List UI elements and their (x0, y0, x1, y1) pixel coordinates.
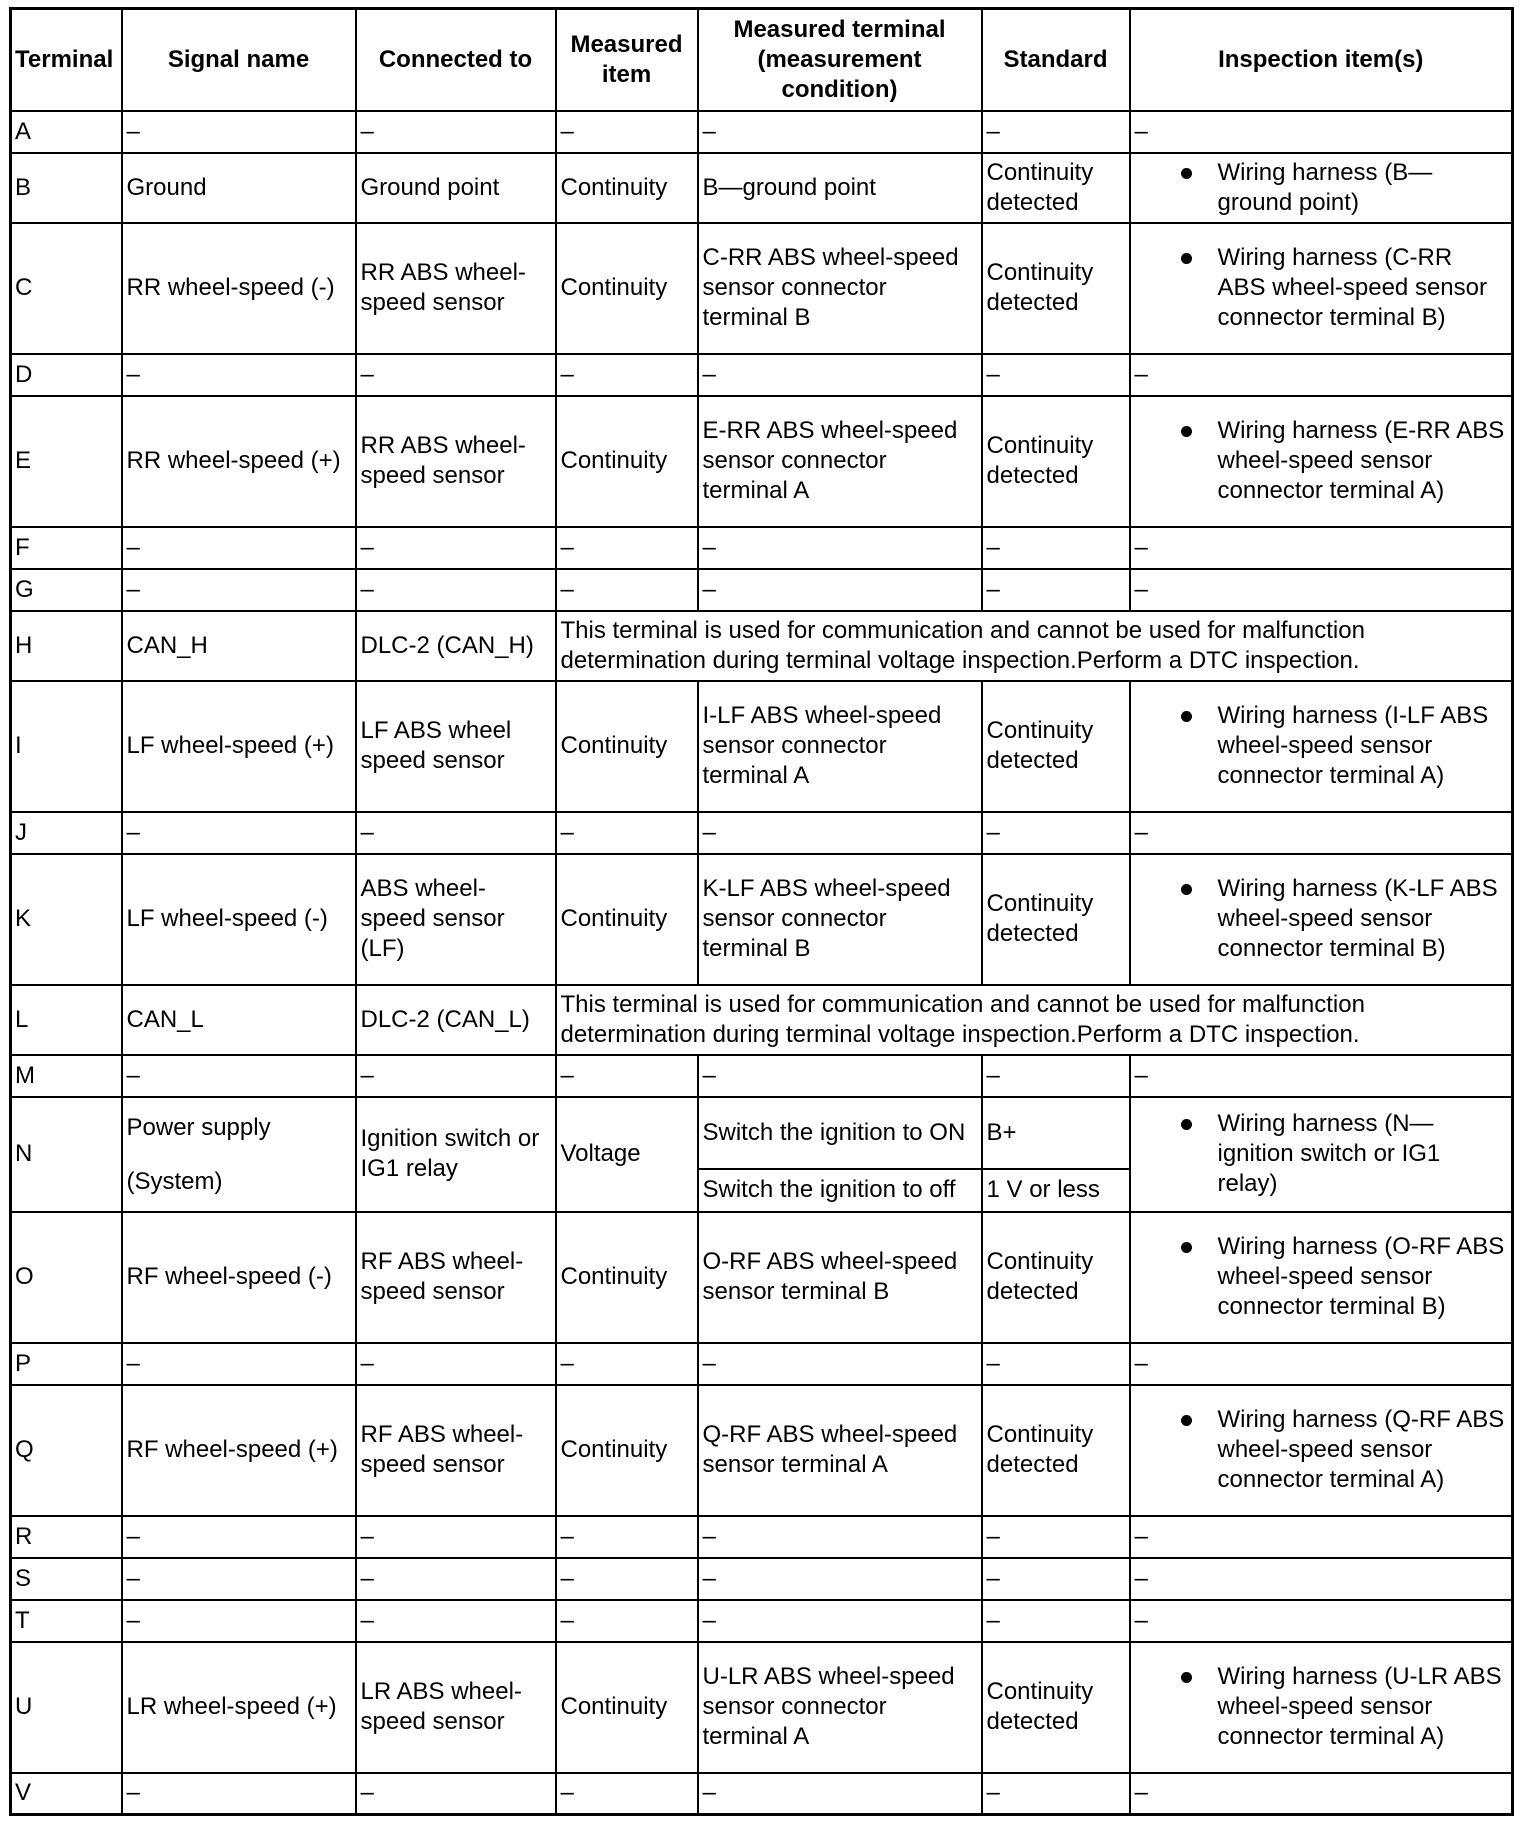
mterm-cell: – (698, 812, 982, 854)
header-inspection-items: Inspection item(s) (1130, 9, 1513, 111)
signal-cell: Ground (122, 153, 356, 223)
mterm-cell: O-RF ABS wheel-speed sensor terminal B (698, 1212, 982, 1343)
inspection-cell (1130, 1642, 1513, 1773)
table-row (11, 1642, 1513, 1773)
connected-cell: – (356, 1055, 556, 1097)
connected-cell: – (356, 1343, 556, 1385)
measured-cell: – (556, 1773, 698, 1815)
inspection-cell (1130, 396, 1513, 527)
table-row (11, 1516, 1513, 1558)
bullet-icon (1181, 884, 1192, 895)
table-header-row (11, 9, 1513, 111)
mterm-cell: – (698, 569, 982, 611)
connected-cell: – (356, 1600, 556, 1642)
inspection-cell: – (1130, 569, 1513, 611)
inspection-cell: – (1130, 1055, 1513, 1097)
standard-cell: – (982, 354, 1130, 396)
connected-cell: LR ABS wheel-speed sensor (356, 1642, 556, 1773)
measured-cell: – (556, 527, 698, 569)
inspection-cell: – (1130, 527, 1513, 569)
inspection-cell: – (1130, 812, 1513, 854)
bullet-icon (1181, 168, 1192, 179)
connected-cell: RR ABS wheel-speed sensor (356, 223, 556, 354)
standard-cell: Continuity detected (982, 1385, 1130, 1516)
connected-cell: – (356, 812, 556, 854)
inspection-cell (1130, 153, 1513, 223)
inspection-cell (1130, 1212, 1513, 1343)
measured-cell: – (556, 812, 698, 854)
table-row (11, 396, 1513, 527)
standard-cell: Continuity detected (982, 1642, 1130, 1773)
inspection-cell: – (1130, 1600, 1513, 1642)
inspection-cell (1130, 223, 1513, 354)
bullet-icon (1181, 426, 1192, 437)
standard-cell: Continuity detected (982, 1212, 1130, 1343)
table-row (11, 1343, 1513, 1385)
table-row (11, 854, 1513, 985)
standard-cell: Continuity detected (982, 854, 1130, 985)
terminal-cell: I (11, 681, 122, 812)
communication-note: This terminal is used for communication and cannot be used for malfunction determination during terminal voltage inspection.Perform a DTC inspection. (556, 985, 1513, 1055)
bullet-icon (1181, 711, 1192, 722)
measured-cell: – (556, 1516, 698, 1558)
mterm-cell: B—ground point (698, 153, 982, 223)
standard-cell: – (982, 1558, 1130, 1600)
standard-cell: Continuity detected (982, 681, 1130, 812)
standard-cell: Continuity detected (982, 153, 1130, 223)
mterm-cell: Switch the ignition to ON (698, 1097, 982, 1169)
mterm-cell: – (698, 354, 982, 396)
table-row (11, 569, 1513, 611)
inspection-text: Wiring harness (B—ground point) (1217, 158, 1433, 216)
table-row (11, 1212, 1513, 1343)
standard-cell: 1 V or less (982, 1169, 1130, 1212)
terminal-cell: R (11, 1516, 122, 1558)
mterm-cell: C-RR ABS wheel-speed sensor connector terminal B (698, 223, 982, 354)
mterm-cell: – (698, 1773, 982, 1815)
connected-cell: – (356, 1516, 556, 1558)
connected-cell: – (356, 1773, 556, 1815)
table-row (11, 1773, 1513, 1815)
inspection-cell (1130, 1097, 1513, 1212)
terminal-cell: B (11, 153, 122, 223)
terminal-cell: U (11, 1642, 122, 1773)
mterm-cell: I-LF ABS wheel-speed sensor connector terminal A (698, 681, 982, 812)
terminal-cell: M (11, 1055, 122, 1097)
connected-cell: – (356, 1558, 556, 1600)
mterm-cell: U-LR ABS wheel-speed sensor connector terminal A (698, 1642, 982, 1773)
measured-cell: Continuity (556, 854, 698, 985)
terminal-cell: T (11, 1600, 122, 1642)
inspection-cell: – (1130, 354, 1513, 396)
signal-cell: – (122, 1600, 356, 1642)
signal-cell: LR wheel-speed (+) (122, 1642, 356, 1773)
terminal-cell: O (11, 1212, 122, 1343)
connected-cell: Ground point (356, 153, 556, 223)
signal-cell: – (122, 354, 356, 396)
connected-cell: LF ABS wheel speed sensor (356, 681, 556, 812)
signal-cell: – (122, 111, 356, 153)
connected-cell: – (356, 569, 556, 611)
signal-cell: – (122, 1343, 356, 1385)
measured-cell: Continuity (556, 1642, 698, 1773)
measured-cell: Continuity (556, 1385, 698, 1516)
measured-cell: – (556, 1558, 698, 1600)
measured-cell: Continuity (556, 153, 698, 223)
terminal-cell: P (11, 1343, 122, 1385)
inspection-text: Wiring harness (I-LF ABS wheel-speed sensor connector terminal A) (1217, 702, 1489, 789)
measured-cell: Continuity (556, 396, 698, 527)
connected-cell: – (356, 354, 556, 396)
mterm-cell: – (698, 527, 982, 569)
signal-cell: – (122, 527, 356, 569)
inspection-cell: – (1130, 1558, 1513, 1600)
terminal-cell: V (11, 1773, 122, 1815)
mterm-cell: – (698, 1558, 982, 1600)
inspection-cell: – (1130, 1343, 1513, 1385)
header-terminal: Terminal (11, 9, 122, 111)
signal-cell: – (122, 1516, 356, 1558)
measured-cell: Continuity (556, 681, 698, 812)
header-signal-name: Signal name (122, 9, 356, 111)
mterm-cell: Q-RF ABS wheel-speed sensor terminal A (698, 1385, 982, 1516)
measured-cell: – (556, 569, 698, 611)
connected-cell: – (356, 111, 556, 153)
inspection-cell (1130, 681, 1513, 812)
measured-cell: Continuity (556, 1212, 698, 1343)
connected-cell: RR ABS wheel-speed sensor (356, 396, 556, 527)
signal-cell: CAN_H (122, 611, 356, 681)
mterm-cell: – (698, 1516, 982, 1558)
table-row (11, 527, 1513, 569)
standard-cell: B+ (982, 1097, 1130, 1169)
mterm-cell: – (698, 111, 982, 153)
table-row (11, 1385, 1513, 1516)
signal-line: (System) (126, 1167, 223, 1195)
inspection-cell: – (1130, 1516, 1513, 1558)
signal-cell: LF wheel-speed (-) (122, 854, 356, 985)
signal-cell: – (122, 1558, 356, 1600)
terminal-cell: E (11, 396, 122, 527)
connected-cell: RF ABS wheel-speed sensor (356, 1385, 556, 1516)
inspection-text: Wiring harness (K-LF ABS wheel-speed sensor connector terminal B) (1217, 875, 1498, 962)
signal-cell: – (122, 1055, 356, 1097)
signal-cell: – (122, 569, 356, 611)
mterm-cell: – (698, 1055, 982, 1097)
standard-cell: – (982, 812, 1130, 854)
terminal-cell: C (11, 223, 122, 354)
standard-cell: – (982, 1600, 1130, 1642)
terminal-cell: J (11, 812, 122, 854)
connected-cell: – (356, 527, 556, 569)
terminal-cell: S (11, 1558, 122, 1600)
table-row (11, 354, 1513, 396)
inspection-text: Wiring harness (U-LR ABS wheel-speed sensor connector terminal A) (1217, 1663, 1502, 1750)
inspection-cell (1130, 1385, 1513, 1516)
mterm-cell: K-LF ABS wheel-speed sensor connector terminal B (698, 854, 982, 985)
inspection-text: Wiring harness (Q-RF ABS wheel-speed sensor connector terminal A) (1217, 1406, 1505, 1493)
table-row (11, 1055, 1513, 1097)
inspection-text: Wiring harness (E-RR ABS wheel-speed sensor connector terminal A) (1217, 417, 1505, 504)
table-row (11, 812, 1513, 854)
inspection-cell (1130, 854, 1513, 985)
terminal-cell: H (11, 611, 122, 681)
bullet-icon (1181, 253, 1192, 264)
signal-cell (122, 1097, 356, 1212)
standard-cell: – (982, 1055, 1130, 1097)
table-row (11, 111, 1513, 153)
signal-cell: – (122, 812, 356, 854)
signal-cell: – (122, 1773, 356, 1815)
signal-cell: RR wheel-speed (-) (122, 223, 356, 354)
table-row (11, 985, 1513, 1055)
table-row (11, 611, 1513, 681)
table-row (11, 223, 1513, 354)
standard-cell: – (982, 527, 1130, 569)
standard-cell: – (982, 1773, 1130, 1815)
mterm-cell: E-RR ABS wheel-speed sensor connector terminal A (698, 396, 982, 527)
bullet-icon (1181, 1415, 1192, 1426)
bullet-icon (1181, 1242, 1192, 1253)
measured-cell: – (556, 1343, 698, 1385)
header-measured-terminal: Measured terminal (measurement condition) (698, 9, 982, 111)
terminal-table-container (9, 7, 1514, 1816)
standard-cell: – (982, 111, 1130, 153)
signal-cell: CAN_L (122, 985, 356, 1055)
standard-cell: – (982, 569, 1130, 611)
header-connected-to: Connected to (356, 9, 556, 111)
table-row (11, 1097, 1513, 1169)
inspection-cell: – (1130, 111, 1513, 153)
signal-cell: RF wheel-speed (-) (122, 1212, 356, 1343)
terminal-cell: Q (11, 1385, 122, 1516)
header-measured-item: Measured item (556, 9, 698, 111)
terminal-cell: A (11, 111, 122, 153)
terminal-cell: L (11, 985, 122, 1055)
terminal-cell: K (11, 854, 122, 985)
terminal-cell: G (11, 569, 122, 611)
connected-cell: DLC-2 (CAN_H) (356, 611, 556, 681)
signal-cell: RR wheel-speed (+) (122, 396, 356, 527)
terminal-cell: N (11, 1097, 122, 1212)
mterm-cell: – (698, 1600, 982, 1642)
mterm-cell: – (698, 1343, 982, 1385)
terminal-inspection-table (9, 7, 1514, 1816)
connected-cell: DLC-2 (CAN_L) (356, 985, 556, 1055)
bullet-icon (1181, 1672, 1192, 1683)
mterm-cell: Switch the ignition to off (698, 1169, 982, 1212)
communication-note: This terminal is used for communication and cannot be used for malfunction determination during terminal voltage inspection.Perform a DTC inspection. (556, 611, 1513, 681)
inspection-text: Wiring harness (C-RR ABS wheel-speed sensor connector terminal B) (1217, 244, 1487, 331)
signal-line: Power supply (126, 1113, 271, 1141)
table-row (11, 1600, 1513, 1642)
measured-cell: Continuity (556, 223, 698, 354)
connected-cell: ABS wheel-speed sensor (LF) (356, 854, 556, 985)
connected-cell: RF ABS wheel-speed sensor (356, 1212, 556, 1343)
bullet-icon (1181, 1119, 1192, 1130)
table-row (11, 153, 1513, 223)
inspection-text: Wiring harness (O-RF ABS wheel-speed sensor connector terminal B) (1217, 1233, 1505, 1320)
signal-cell: RF wheel-speed (+) (122, 1385, 356, 1516)
inspection-text: Wiring harness (N—ignition switch or IG1 relay) (1217, 1110, 1441, 1197)
measured-cell: Voltage (556, 1097, 698, 1212)
inspection-cell: – (1130, 1773, 1513, 1815)
measured-cell: – (556, 1600, 698, 1642)
terminal-cell: D (11, 354, 122, 396)
connected-cell: Ignition switch or IG1 relay (356, 1097, 556, 1212)
measured-cell: – (556, 1055, 698, 1097)
table-row (11, 1558, 1513, 1600)
signal-cell: LF wheel-speed (+) (122, 681, 356, 812)
table-row (11, 681, 1513, 812)
measured-cell: – (556, 354, 698, 396)
standard-cell: – (982, 1516, 1130, 1558)
standard-cell: – (982, 1343, 1130, 1385)
standard-cell: Continuity detected (982, 396, 1130, 527)
terminal-cell: F (11, 527, 122, 569)
header-standard: Standard (982, 9, 1130, 111)
standard-cell: Continuity detected (982, 223, 1130, 354)
measured-cell: – (556, 111, 698, 153)
